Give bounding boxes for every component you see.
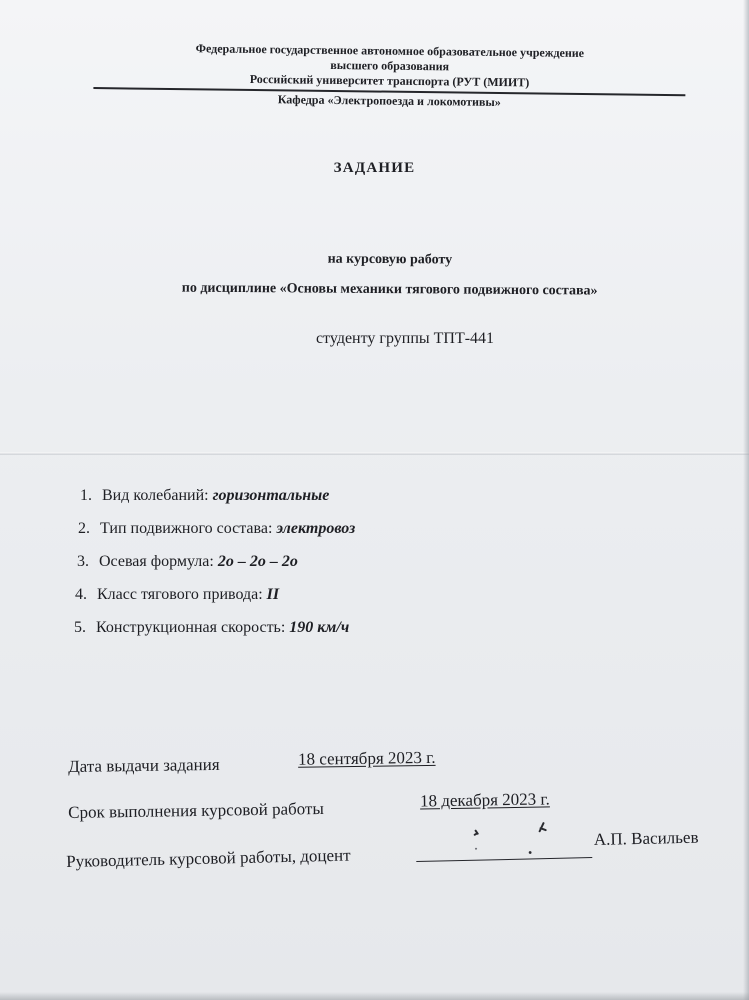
param-value: II — [266, 586, 280, 603]
paper-fold — [0, 452, 749, 455]
supervisor-row — [66, 827, 699, 872]
param-label: Конструкционная скорость: — [96, 619, 286, 636]
param-number: 5. — [74, 619, 86, 636]
param-item — [80, 486, 355, 519]
param-number: 3. — [77, 553, 89, 570]
param-number: 4. — [75, 586, 87, 603]
student-group: студенту группы ТПТ-441 — [315, 330, 495, 347]
param-item — [77, 552, 355, 585]
institution-header — [89, 40, 690, 112]
supervisor-label: Руководитель курсовой работы, доцент — [66, 845, 351, 871]
issue-date-label: Дата выдачи задания — [68, 754, 220, 776]
subject-line-2: по дисциплине «Основы механики тягового подвижного состава» — [181, 280, 598, 299]
document-title: ЗАДАНИЕ — [333, 160, 416, 176]
issue-date-value: 18 сентября 2023 г. — [297, 747, 436, 769]
paper-edge-shadow — [743, 0, 749, 1000]
param-value: горизонтальные — [212, 487, 330, 504]
param-item — [78, 519, 355, 552]
param-label: Осевая формула: — [99, 553, 214, 570]
signature-mark — [465, 818, 596, 861]
deadline-label: Срок выполнения курсовой работы — [68, 798, 324, 822]
param-item — [74, 618, 355, 651]
issue-date-row — [68, 747, 436, 777]
param-label: Класс тягового привода: — [97, 586, 263, 603]
assignment-subject — [90, 243, 690, 307]
param-number: 1. — [80, 487, 92, 504]
param-value: 2о – 2о – 2о — [217, 553, 298, 570]
header-line-4: Кафедра «Электропоезда и локомотивы» — [277, 92, 501, 110]
supervisor-name: А.П. Васильев — [593, 827, 699, 850]
param-value: электровоз — [276, 520, 356, 537]
param-item — [75, 585, 355, 618]
param-label: Вид колебаний: — [102, 487, 209, 504]
header-line-1: Федеральное государственное автономное образовательное учреждение — [195, 41, 585, 61]
paper-bottom-shadow — [0, 992, 749, 1000]
param-value: 190 км/ч — [289, 619, 350, 636]
header-line-2: высшего образования — [330, 57, 450, 74]
header-line-3: Российский университет транспорта (РУТ (МИИТ) — [249, 71, 530, 90]
param-number: 2. — [78, 520, 90, 537]
param-label: Тип подвижного состава: — [100, 520, 273, 537]
deadline-value: 18 декабря 2023 г. — [419, 789, 550, 811]
deadline-row — [68, 789, 550, 823]
assignment-parameters — [74, 486, 355, 651]
subject-line-1: на курсовую работу — [327, 251, 453, 268]
